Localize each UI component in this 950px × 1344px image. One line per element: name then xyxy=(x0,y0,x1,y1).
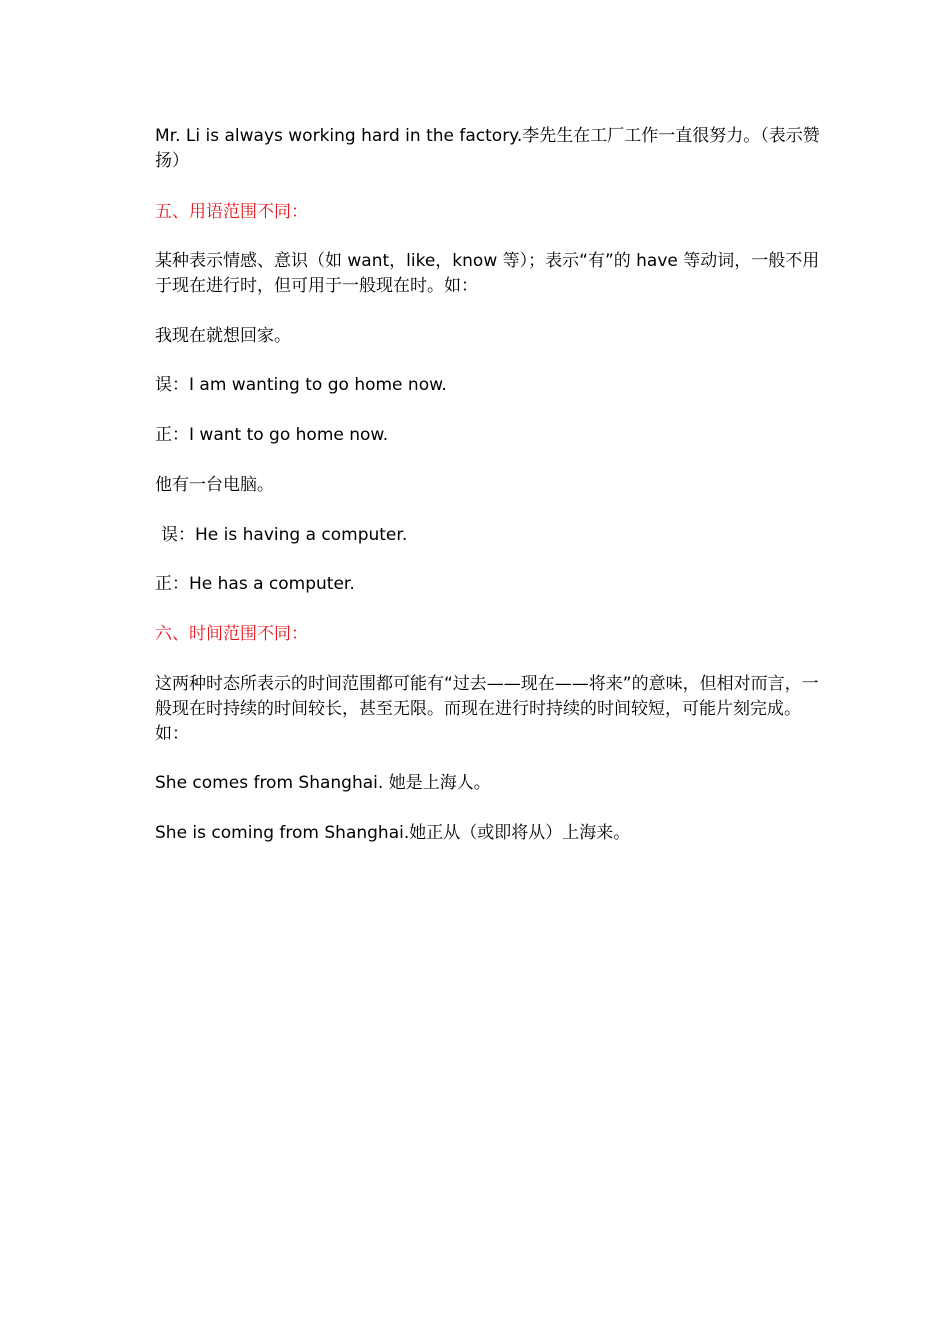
example-1-wrong: 误：I am wanting to go home now. xyxy=(155,375,447,395)
section-5-heading: 五、用语范围不同： xyxy=(155,202,308,222)
example-2-correct: 正：He has a computer. xyxy=(155,574,355,594)
example-2-wrong: 误：He is having a computer. xyxy=(161,525,408,545)
section-5-paragraph: 某种表示情感、意识（如 want，like，know 等）；表示“有”的 have 等动词，一般不用于现在进行时，但可用于一般现在时。如： xyxy=(155,251,820,296)
example-2-chinese: 他有一台电脑。 xyxy=(155,475,274,495)
example-3-coming: She is coming from Shanghai.她正从（或即将从）上海来。 xyxy=(155,823,631,843)
example-mr-li: Mr. Li is always working hard in the factory.李先生在工厂工作一直很努力。（表示赞扬） xyxy=(155,126,820,171)
section-6-paragraph: 这两种时态所表示的时间范围都可能有“过去——现在——将来”的意味，但相对而言，一般现在时持续的时间较长，甚至无限。而现在进行时持续的时间较短，可能片刻完成。如： xyxy=(155,674,819,744)
example-3-comes: She comes from Shanghai. 她是上海人。 xyxy=(155,773,491,793)
example-1-chinese: 我现在就想回家。 xyxy=(155,326,291,346)
section-6-heading: 六、时间范围不同： xyxy=(155,624,308,644)
example-1-correct: 正：I want to go home now. xyxy=(155,425,389,445)
